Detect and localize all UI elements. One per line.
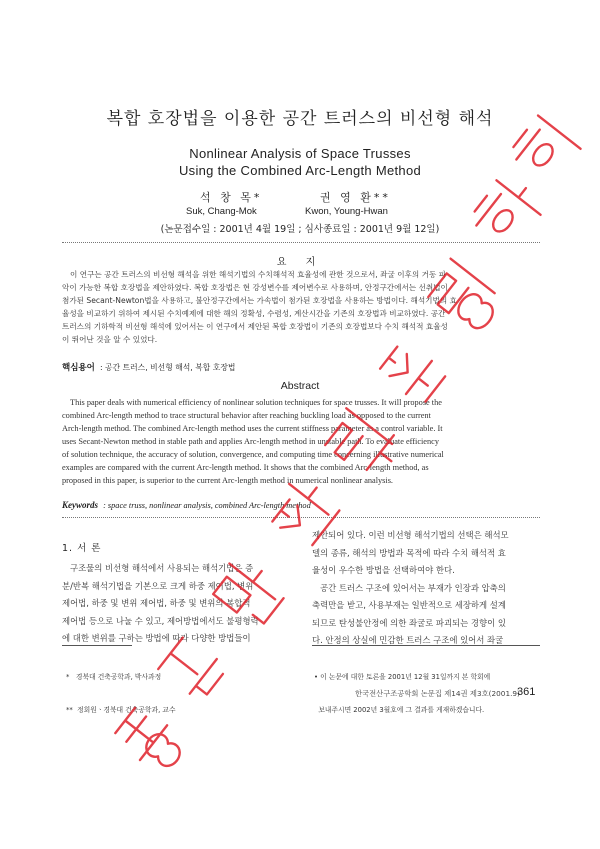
summary-line: 악이 가능한 복합 호장법을 제안하였다. 복합 호장법은 현 강성변수를 제어변수로 사용하며, 안정구간에서는 선취법이: [62, 283, 448, 292]
page-number: 361: [517, 686, 536, 698]
abstract-line: Arch-length method. The combined Arc-length method uses the current stiffness parameter as a control variable. It: [62, 424, 443, 433]
author1-name-korean: 석 창 목*: [200, 191, 263, 204]
body-line: 델의 종류, 해석의 방법과 목적에 따라 수치 해석적 효: [312, 547, 506, 558]
body-line: 분/반복 해석기법을 기본으로 크게 하중 제어법, 변위: [62, 580, 254, 591]
intro-right-column: [312, 527, 540, 650]
body-line: 다. 안정의 상실에 민감한 트러스 구조에 있어서 좌굴: [312, 635, 504, 645]
abstract-line: examples are compared with the current Arc-length method. It shows that the combined Arc-length method, as: [62, 463, 429, 472]
body-line: 제안되어 있다. 이런 비선형 해석기법의 선택은 해석모: [312, 530, 509, 540]
summary-line: 첨가된 Secant-Newton법을 사용하고, 불안정구간에서는 가속법이 첨가된 호장법을 사용하는 방법이다. 해석기법의 효: [62, 296, 457, 305]
abstract-heading: Abstract: [280, 380, 320, 392]
abstract-line: combined Arc-length method to trace structural behavior after reaching buckling load as opposed to the current: [62, 411, 431, 420]
body-line: 율성이 우수한 방법을 선택하여야 한다.: [312, 565, 455, 575]
journal-citation: 한국전산구조공학회 논문집 제14권 제3호(2001.9): [355, 689, 520, 698]
summary-heading: 요 지: [276, 257, 324, 268]
author-affiliation-notes: [66, 650, 176, 727]
abstract-body: [62, 396, 540, 487]
body-line: 에 대한 변위를 구하는 방법에 따라 다양한 방법들이: [62, 633, 251, 643]
footnote-line: ** 정회원ㆍ경북대 건축공학과, 교수: [66, 706, 176, 714]
received-dates: (논문접수일 : 2001년 4월 19일 ; 심사종료일 : 2001년 9월 12일): [160, 224, 440, 235]
summary-line: 이 연구는 공간 트러스의 비선형 해석을 위한 해석기법의 수치해석적 효율성에 관한 것으로서, 좌굴 이후의 거동 파: [70, 270, 447, 279]
keywords-korean: : 공간 트러스, 비선형 해석, 복합 호장법: [99, 363, 236, 372]
paper-title-english-line2: Using the Combined Arc-Length Method: [178, 163, 422, 178]
keywords-english: : space truss, nonlinear analysis, combined Arc-length method: [103, 501, 311, 510]
footnote-line: • 이 논문에 대한 토론을 2001년 12월 31일까지 본 학회에: [314, 673, 491, 681]
introduction-heading: 1. 서 론: [62, 543, 102, 554]
author2-name-korean: 권 영 환**: [320, 191, 391, 204]
abstract-line: proposed in this paper, is superior to the current Arc-length method in numerical nonlinear analysis.: [62, 476, 393, 485]
body-line: 제어법, 하중 및 변위 제어법, 하중 및 변위의 복합적: [62, 598, 251, 608]
summary-line: 이 뛰어난 것을 알 수 있었다.: [62, 335, 158, 344]
footnote-line: 보내주시면 2002년 3월호에 그 결과를 게재하겠습니다.: [314, 706, 485, 714]
body-line: 제어법 등으로 나눌 수 있고, 제어방법에서도 불평형력: [62, 615, 259, 626]
summary-line: 트러스의 기하학적 비선형 해석에 있어서는 이 연구에서 제안된 복합 호장법이 기존의 호장법보다 수치 해석적 효율성: [62, 322, 448, 331]
intro-left-column: [62, 560, 290, 648]
keywords-label-korean: 핵심용어: [62, 363, 95, 373]
abstract-line: of solution technique, the accuracy of solution, convergence, and computing time concerning illustrative numerical: [62, 450, 444, 459]
paper-title-korean: 복합 호장법을 이용한 공간 트러스의 비선형 해석: [106, 109, 494, 129]
footnote-line: * 경북대 건축공학과, 박사과정: [66, 673, 162, 681]
divider-bottom: [62, 517, 540, 518]
divider-top: [62, 242, 540, 243]
body-line: 구조물의 비선형 해석에서 사용되는 해석기법은 증: [70, 563, 254, 573]
author2-name-english: Kwon, Young-Hwan: [305, 206, 388, 217]
footnote-rule-right: [312, 645, 540, 646]
summary-keywords: [62, 355, 235, 374]
abstract-keywords: [62, 493, 311, 512]
body-line: 축력만을 받고, 사용부재는 일반적으로 세장하게 설계: [312, 600, 506, 610]
summary-line: 율성을 비교하기 위하여 제시된 수치예제에 대한 해의 정확성, 수렴성, 계산시간을 기존의 호장법과 비교하였다. 공간: [62, 309, 446, 318]
body-line: 공간 트러스 구조에 있어서는 부재가 인장과 압축의: [320, 582, 506, 593]
author1-name-english: Suk, Chang-Mok: [186, 206, 257, 217]
abstract-line: uses Secant-Newton method in stable path and applies Arc-length method in unstable path. To evaluate efficiency: [62, 437, 439, 446]
abstract-line: This paper deals with numerical efficiency of nonlinear solution techniques for space trusses. It will propose the: [70, 398, 442, 407]
paper-title-english-line1: Nonlinear Analysis of Space Trusses: [189, 146, 411, 161]
keywords-label-english: Keywords: [62, 500, 98, 510]
footnote-rule-left: [62, 645, 132, 646]
body-line: 되므로 탄성불안정에 의한 좌굴로 파괴되는 경향이 있: [312, 617, 506, 628]
summary-body: [62, 268, 540, 346]
